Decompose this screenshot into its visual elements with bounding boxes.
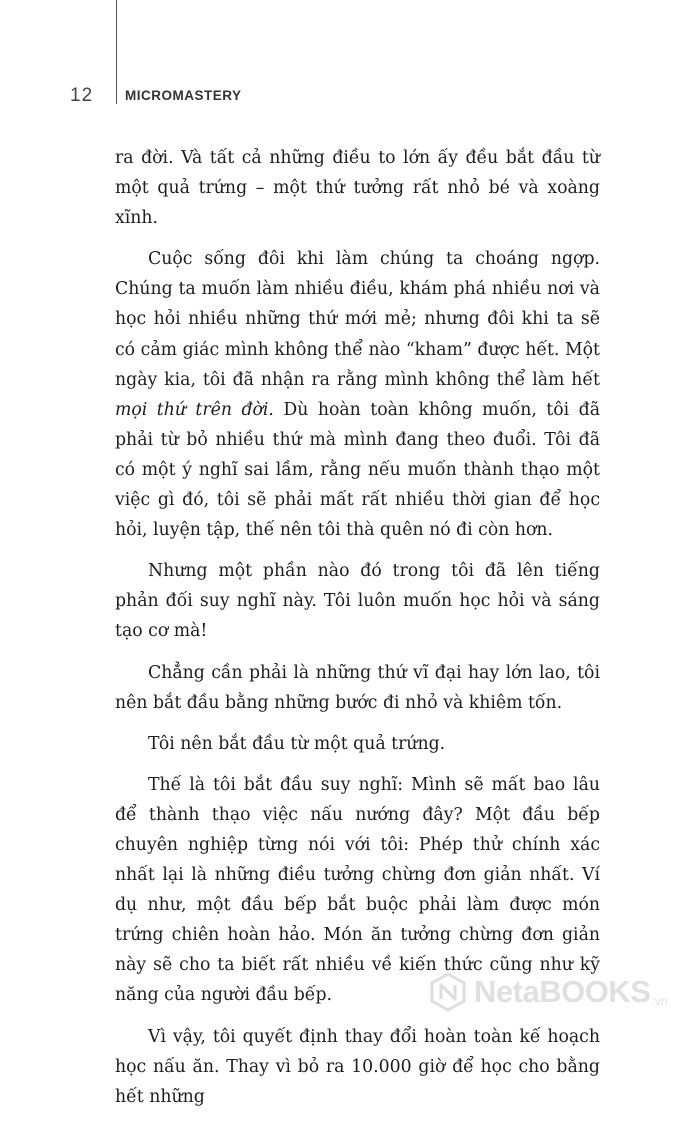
running-head-title: MICROMASTERY xyxy=(125,88,242,103)
page-number: 12 xyxy=(70,85,94,106)
paragraph-2-emphasis: mọi thứ trên đời. xyxy=(115,399,274,420)
watermark-domain-suffix: .vn xyxy=(651,994,668,1008)
paragraph-2-text-b: Dù hoàn toàn không muốn, tôi đã phải từ bỏ nhiều thứ mà mình đang theo đuổi. Tôi đã có một ý nghĩ sai lầm, rằng nếu muốn thành thạo một việc gì đó, tôi sẽ phải mất rất nhiều thời gian để học hỏi, luyện tập, thế nên tôi thà quên nó đi còn hơn. xyxy=(115,399,600,541)
paragraph-4: Chẳng cần phải là những thứ vĩ đại hay lớn lao, tôi nên bắt đầu bằng những bước đi nhỏ và khiêm tốn. xyxy=(115,662,600,713)
header-divider-line xyxy=(116,0,117,104)
netabooks-watermark xyxy=(428,970,667,1014)
paragraph-5: Tôi nên bắt đầu từ một quả trứng. xyxy=(148,733,446,754)
paragraph-2-text-a: Cuộc sống đôi khi làm chúng ta choáng ngợp. Chúng ta muốn làm nhiều điều, khám phá nhiều nơi và học hỏi nhiều những thứ mới mẻ; nhưng đôi khi ta sẽ có cảm giác mình không thể nào “kham” được hết. Một ngày kia, tôi đã nhận ra rằng mình không thể làm hết xyxy=(115,249,600,390)
paragraph-3: Nhưng một phần nào đó trong tôi đã lên tiếng phản đối suy nghĩ này. Tôi luôn muốn học hỏi và sáng tạo cơ mà! xyxy=(115,561,600,642)
paragraph-7: Vì vậy, tôi quyết định thay đổi hoàn toàn kế hoạch học nấu ăn. Thay vì bỏ ra 10.000 giờ để học cho bằng hết những xyxy=(115,1026,600,1107)
paragraph-1: ra đời. Và tất cả những điều to lớn ấy đều bắt đầu từ một quả trứng – một thứ tưởng rất nhỏ bé và xoàng xĩnh. xyxy=(115,148,600,229)
netabooks-logo-icon xyxy=(428,972,468,1012)
paragraph-2 xyxy=(115,244,600,545)
watermark-brand-text: NetaBOOKS xyxy=(474,974,651,1009)
paragraph-6: Thế là tôi bắt đầu suy nghĩ: Mình sẽ mất bao lâu để thành thạo việc nấu nướng đây? Một đầu bếp chuyên nghiệp từng nói với tôi: Phép thử chính xác nhất lại là những điều tưởng chừng đơn giản nhất. Ví dụ như, một đầu bếp bắt buộc phải làm được món trứng chiên hoàn hảo. Món ăn tưởng chừng đơn giản này sẽ cho ta biết rất nhiều về kiến thức cũng như kỹ năng của người đầu bếp. xyxy=(115,774,600,1006)
